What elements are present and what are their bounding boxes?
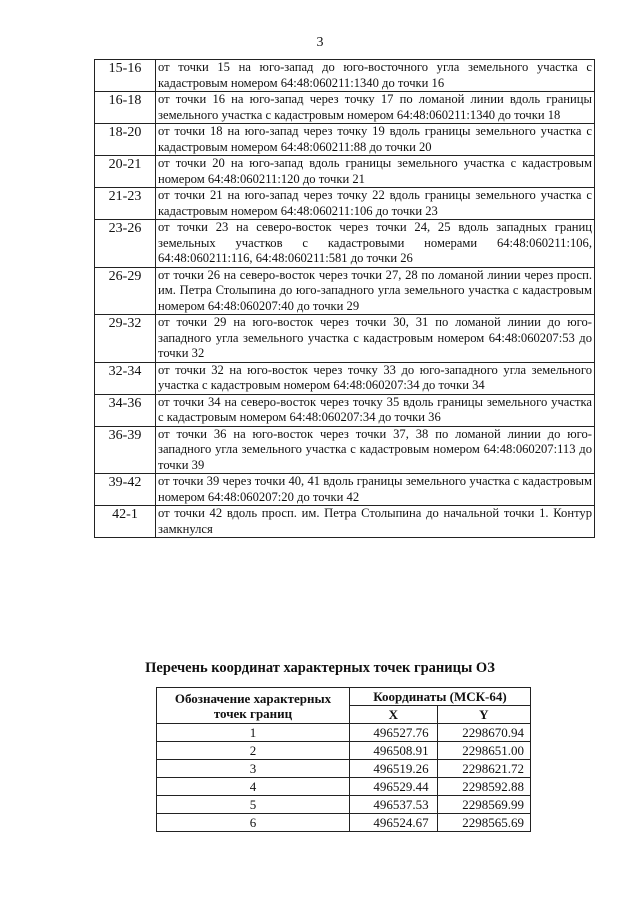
x-value: 496529.44 — [350, 778, 438, 796]
segment-description: от точки 34 на северо-восток через точку 35 вдоль границы земельного участка с кадастровым номером 64:48:060207:34 до точки 36 — [156, 394, 595, 426]
table-row — [157, 760, 531, 778]
coordinates-title: Перечень координат характерных точек границы ОЗ — [145, 660, 495, 676]
segment-range: 15-16 — [95, 60, 156, 92]
segment-description: от точки 42 вдоль просп. им. Петра Столыпина до начальной точки 1. Контур замкнулся — [156, 506, 595, 538]
table-row — [95, 220, 595, 268]
segment-description: от точки 29 на юго-восток через точки 30, 31 по ломаной линии до юго-западного угла земельного участка с кадастровым номером 64:48:060207:53 до точки 32 — [156, 315, 595, 363]
table-row — [95, 362, 595, 394]
y-value: 2298592.88 — [437, 778, 530, 796]
coordinates-column-header: Координаты (МСК-64) — [350, 688, 531, 706]
segment-description: от точки 26 на северо-восток через точки 27, 28 по ломаной линии через просп. им. Петра Столыпина до юго-западного угла земельного участка с кадастровым номером 64:48:060207:40 до точки 29 — [156, 267, 595, 315]
table-row — [157, 724, 531, 742]
segment-range: 29-32 — [95, 315, 156, 363]
y-column-header: Y — [437, 706, 530, 724]
x-value: 496508.91 — [350, 742, 438, 760]
x-value: 496524.67 — [350, 814, 438, 832]
point-id: 4 — [157, 778, 350, 796]
table-row — [157, 742, 531, 760]
segment-range: 23-26 — [95, 220, 156, 268]
segment-range: 18-20 — [95, 124, 156, 156]
point-id: 6 — [157, 814, 350, 832]
segment-description: от точки 15 на юго-запад до юго-восточного угла земельного участка с кадастровым номером 64:48:060211:1340 до точки 16 — [156, 60, 595, 92]
table-row — [95, 188, 595, 220]
x-value: 496527.76 — [350, 724, 438, 742]
y-value: 2298670.94 — [437, 724, 530, 742]
segment-range: 34-36 — [95, 394, 156, 426]
segment-range: 16-18 — [95, 92, 156, 124]
y-value: 2298621.72 — [437, 760, 530, 778]
segment-range: 42-1 — [95, 506, 156, 538]
table-header-row — [157, 688, 531, 706]
table-row — [95, 474, 595, 506]
segment-range: 39-42 — [95, 474, 156, 506]
table-row — [95, 315, 595, 363]
table-row — [95, 394, 595, 426]
segment-description: от точки 21 на юго-запад через точку 22 вдоль границы земельного участка с кадастровым номером 64:48:060211:106 до точки 23 — [156, 188, 595, 220]
segment-description: от точки 18 на юго-запад через точку 19 вдоль границы земельного участка с кадастровым номером 64:48:060211:88 до точки 20 — [156, 124, 595, 156]
segment-description: от точки 23 на северо-восток через точки 24, 25 вдоль западных границ земельных участков с кадастровыми номерами 64:48:060211:106, 64:48:060211:116, 64:48:060211:581 до точки 26 — [156, 220, 595, 268]
y-value: 2298565.69 — [437, 814, 530, 832]
y-value: 2298569.99 — [437, 796, 530, 814]
table-row — [157, 796, 531, 814]
segment-description: от точки 32 на юго-восток через точку 33 до юго-западного угла земельного участка с кадастровым номером 64:48:060207:34 до точки 34 — [156, 362, 595, 394]
coordinates-table — [156, 687, 531, 832]
y-value: 2298651.00 — [437, 742, 530, 760]
table-row — [95, 426, 595, 474]
point-id: 5 — [157, 796, 350, 814]
segment-description: от точки 39 через точки 40, 41 вдоль границы земельного участка с кадастровым номером 64:48:060207:20 до точки 42 — [156, 474, 595, 506]
segment-range: 20-21 — [95, 156, 156, 188]
segment-range: 21-23 — [95, 188, 156, 220]
table-row — [157, 778, 531, 796]
point-column-header: Обозначение характерных точек границ — [157, 688, 350, 724]
point-id: 1 — [157, 724, 350, 742]
page-number: 3 — [316, 35, 324, 50]
table-row — [95, 156, 595, 188]
x-value: 496519.26 — [350, 760, 438, 778]
table-row — [157, 814, 531, 832]
segment-description: от точки 20 на юго-запад вдоль границы земельного участка с кадастровым номером 64:48:060211:120 до точки 21 — [156, 156, 595, 188]
segment-range: 26-29 — [95, 267, 156, 315]
table-row — [95, 506, 595, 538]
table-row — [95, 124, 595, 156]
segment-range: 36-39 — [95, 426, 156, 474]
segment-description: от точки 36 на юго-восток через точки 37, 38 по ломаной линии до юго-западного угла земельного участка с кадастровым номером 64:48:060207:113 до точки 39 — [156, 426, 595, 474]
segment-description: от точки 16 на юго-запад через точку 17 по ломаной линии вдоль границы земельного участка с кадастровым номером 64:48:060211:1340 до точки 18 — [156, 92, 595, 124]
segment-range: 32-34 — [95, 362, 156, 394]
table-row — [95, 267, 595, 315]
boundary-segments-table — [94, 59, 595, 538]
table-row — [95, 60, 595, 92]
point-id: 3 — [157, 760, 350, 778]
point-id: 2 — [157, 742, 350, 760]
x-value: 496537.53 — [350, 796, 438, 814]
x-column-header: X — [350, 706, 438, 724]
table-row — [95, 92, 595, 124]
